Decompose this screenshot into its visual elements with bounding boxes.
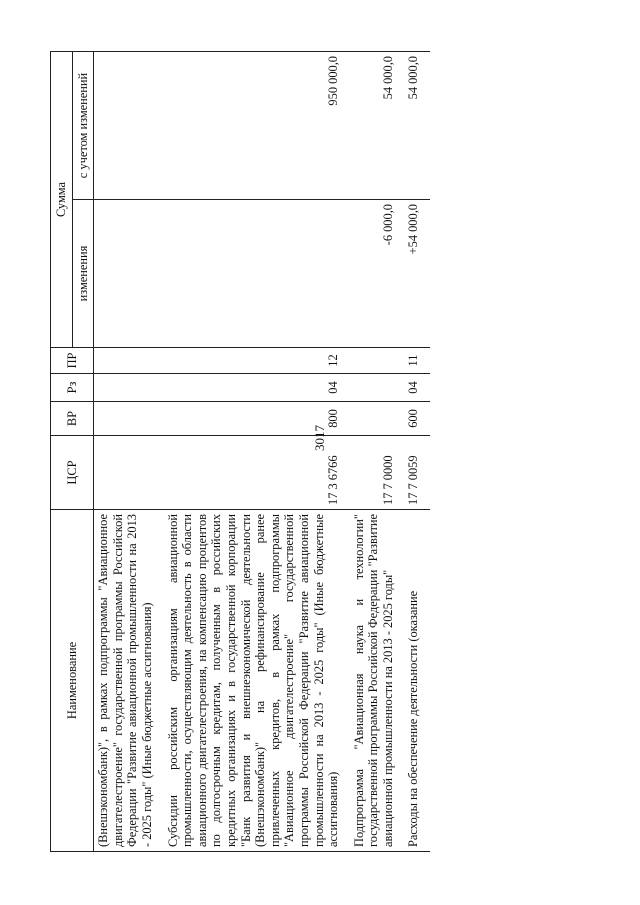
budget-table [50, 51, 430, 852]
row-rz: 04 [164, 374, 350, 402]
row-vr: 800 [164, 402, 350, 436]
header-sum: Сумма [51, 52, 73, 348]
header-pr: ПР [51, 348, 94, 374]
row-name: Субсидии российским организациям авиационной промышленности, осуществляющим деятельность в области авиационного двигателестроения, на компенсацию процентов по долгосрочным кредитам, полученным в российских кредитных организациях и в государственной корпорации "Банк развития и внешнеэкономической деятельности (Внешэкономбанк)" на рефинансирование ранее привлеченных кредитов, в рамках подпрограммы "Авиационное двигателестроение" государственной программы Российской Федерации "Развитие авиационной промышленности на 2013 - 2025 годы" (Иные бюджетные ассигнования) [164, 510, 350, 852]
page-number: 3017 [312, 425, 327, 451]
table-row [350, 52, 405, 852]
row-change [94, 200, 164, 348]
table-row [404, 52, 430, 852]
table-row [94, 52, 164, 852]
row-pr [94, 348, 164, 374]
rotated-sheet [50, 52, 590, 852]
row-rz: 04 [404, 374, 430, 402]
header-name: Наименование [51, 510, 94, 852]
row-with-changes: 54 000,0 [404, 52, 430, 200]
header-with-changes: с учетом изменений [72, 52, 94, 200]
header-rz: Рз [51, 374, 94, 402]
row-with-changes: 950 000,0 [164, 52, 350, 200]
header-csr: ЦСР [51, 436, 94, 510]
row-pr: 11 [404, 348, 430, 374]
row-rz [350, 374, 405, 402]
row-csr [94, 436, 164, 510]
header-vr: ВР [51, 402, 94, 436]
table-row [164, 52, 350, 852]
row-vr [350, 402, 405, 436]
row-pr: 12 [164, 348, 350, 374]
header-change: изменения [72, 200, 94, 348]
row-csr: 17 7 0059 [404, 436, 430, 510]
row-pr [350, 348, 405, 374]
row-with-changes: 54 000,0 [350, 52, 405, 200]
row-name: Подпрограмма "Авиационная наука и технологии" государственной программы Российской Федерации "Развитие авиационной промышленности на 2013 - 2025 годы" [350, 510, 405, 852]
row-rz [94, 374, 164, 402]
row-with-changes [94, 52, 164, 200]
row-csr: 17 3 6766 [164, 436, 350, 510]
row-vr: 600 [404, 402, 430, 436]
row-name: Расходы на обеспечение деятельности (оказание [404, 510, 430, 852]
row-csr: 17 7 0000 [350, 436, 405, 510]
row-change [164, 200, 350, 348]
row-name: (Внешэкономбанк)", в рамках подпрограммы "Авиационное двигателестроение" государственной программы Российской Федерации "Развитие авиационной промышленности на 2013 - 2025 годы" (Иные бюджетные ассигнования) [94, 510, 164, 852]
row-vr [94, 402, 164, 436]
row-change: -6 000,0 [350, 200, 405, 348]
row-change: +54 000,0 [404, 200, 430, 348]
